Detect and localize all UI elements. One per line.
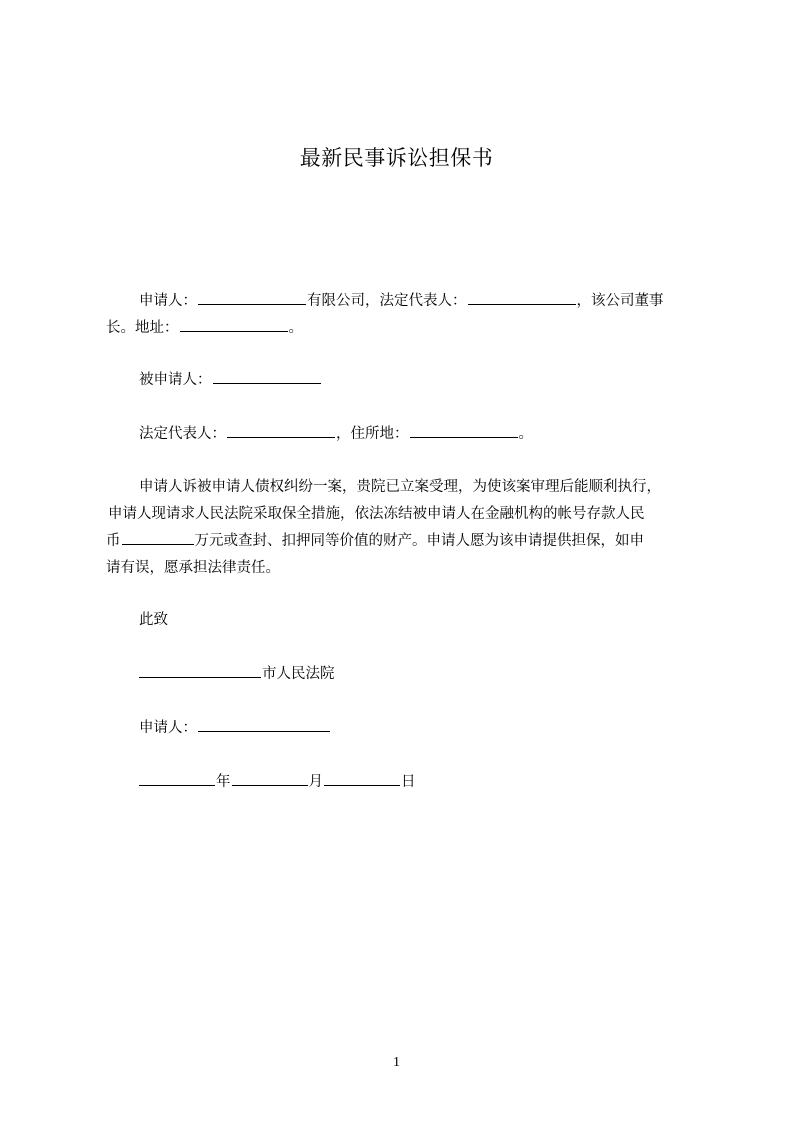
request-line-2: 申请人现请求人民法院采取保全措施，依法冻结被申请人在金融机构的帐号存款人民 — [108, 506, 645, 522]
signature-line — [139, 715, 331, 742]
day-label: 日 — [401, 774, 416, 790]
currency-label: 币 — [106, 533, 121, 549]
applicant-rep-suffix: ，该公司董事 — [576, 293, 664, 309]
legal-rep-label: 法定代表人： — [139, 426, 226, 442]
legal-rep-line — [139, 421, 533, 448]
request-line-1: 申请人诉被申请人债权纠纷一案，贵院已立案受理，为使该案审理后能顺利执行， — [139, 479, 661, 495]
signature-blank — [198, 717, 330, 732]
year-label: 年 — [216, 774, 231, 790]
document-title: 最新民事诉讼担保书 — [299, 146, 494, 170]
month-blank — [232, 771, 308, 786]
applicant-address-blank — [180, 317, 288, 332]
signature-applicant-label: 申请人： — [139, 720, 197, 736]
court-city-blank — [139, 663, 261, 678]
request-line-4: 请有误，愿承担法律责任。 — [106, 560, 280, 576]
applicant-company-suffix: 有限公司，法定代表人： — [307, 293, 467, 309]
page-number: 1 — [393, 1055, 400, 1070]
request-line-3-text: 万元或查封、扣押同等价值的财产。申请人愿为该申请提供担保，如申 — [194, 533, 644, 549]
court-line — [139, 661, 335, 688]
applicant-address-label: 长。地址： — [106, 320, 179, 336]
request-line-3 — [106, 528, 644, 555]
month-label: 月 — [308, 774, 323, 790]
legal-rep-blank — [227, 423, 335, 438]
applicant-address-end: 。 — [288, 320, 303, 336]
applicant-rep-blank — [468, 290, 576, 305]
applicant-line-1 — [139, 288, 664, 315]
respondent-line — [139, 367, 322, 394]
amount-blank — [122, 530, 194, 545]
residence-blank — [410, 423, 518, 438]
year-blank — [139, 771, 215, 786]
residence-label: ，住所地： — [336, 426, 409, 442]
court-suffix: 市人民法院 — [262, 666, 335, 682]
date-line — [139, 769, 416, 796]
respondent-blank — [213, 369, 321, 384]
salutation: 此致 — [139, 612, 168, 628]
respondent-label: 被申请人： — [139, 372, 212, 388]
applicant-company-blank — [198, 290, 306, 305]
day-blank — [324, 771, 400, 786]
applicant-label: 申请人： — [139, 293, 197, 309]
legal-rep-end: 。 — [518, 426, 533, 442]
applicant-line-2 — [106, 315, 303, 342]
